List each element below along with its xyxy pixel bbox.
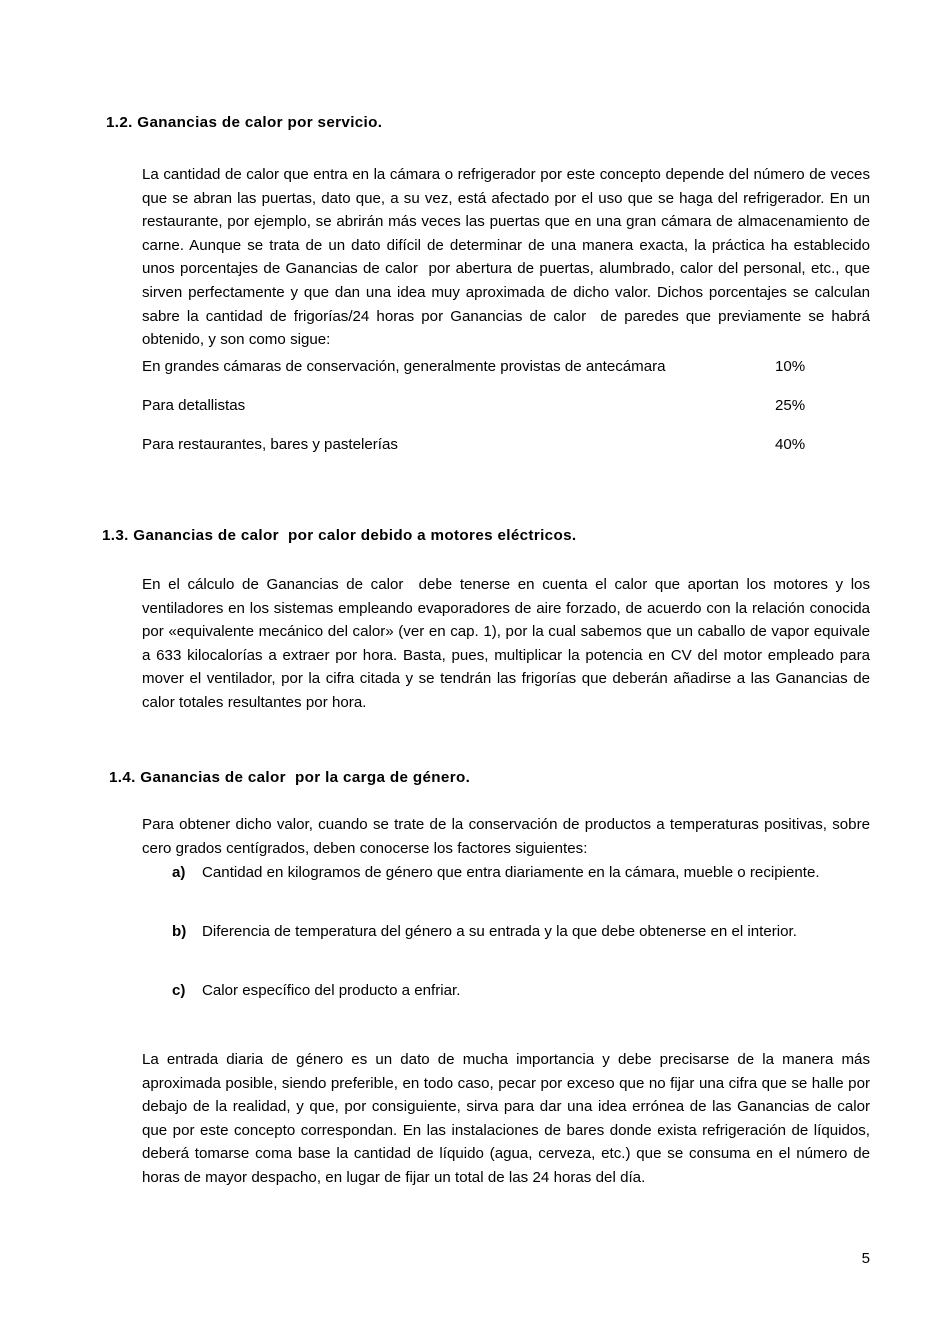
section-heading-1-2: 1.2. Ganancias de calor por servicio. [106,113,383,131]
percentage-value: 25% [775,397,806,414]
list-item-text: Diferencia de temperatura del género a su entrada y la que debe obtenerse en el interior. [202,923,797,940]
percentage-row [142,355,870,379]
section-intro-paragraph-1-4: Para obtener dicho valor, cuando se trate de la conservación de productos a temperaturas positivas, sobre cero grados centígrados, deben conocerse los factores siguientes: [142,816,875,857]
percentage-label: En grandes cámaras de conservación, generalmente provistas de antecámara [142,358,666,375]
list-marker: c) [172,982,186,999]
list-item [172,979,870,1003]
section-closing-paragraph-1-4: La entrada diaria de género es un dato de mucha importancia y debe precisarse de la manera más aproximada posible, siendo preferible, en todo caso, pecar por exceso que no fijar una cifra que se halle por debajo de la realidad, y que, por consiguiente, sirva para dar una idea errónea de las Ganancias de calor que por este concepto correspondan. En las instalaciones de bares donde exista refrigeración de líquidos, deberá tomarse coma base la cantidad de líquido (agua, cerveza, etc.) que se consuma en el número de horas de mayor despacho, en lugar de fijar un total de las 24 horas del día. [142,1051,879,1187]
percentage-label: Para restaurantes, bares y pastelerías [142,436,398,453]
percentage-label: Para detallistas [142,397,246,414]
list-item [172,920,870,944]
percentage-row [142,394,870,418]
page-number: 5 [861,1250,870,1267]
percentage-value: 40% [775,436,806,453]
list-item-text: Calor específico del producto a enfriar. [202,982,461,999]
section-paragraph-1-2: La cantidad de calor que entra en la cámara o refrigerador por este concepto depende del número de veces que se abran las puertas, dato que, a su vez, está afectado por el uso que se haga del refrigerador. En un restaurante, por ejemplo, se abrirán más veces las puertas que en una gran cámara de almacenamiento de carne. Aunque se trata de un dato difícil de determinar de una manera exacta, la práctica ha establecido unos porcentajes de Ganancias de calor por abertura de puertas, alumbrado, calor del personal, etc., que sirven perfectamente y que dan una idea muy aproximada de dicho valor. Dichos porcentajes se calculan sabre la cantidad de frigorías/24 horas por Ganancias de calor de paredes que previamente se habrá obtenido, y son como sigue: [142,166,875,349]
percentage-row [142,433,870,457]
list-item [172,861,870,885]
list-marker: a) [172,864,186,881]
list-marker: b) [172,923,187,940]
section-paragraph-1-3: En el cálculo de Ganancias de calor debe tenerse en cuenta el calor que aportan los motores y los ventiladores en los sistemas empleando evaporadores de aire forzado, de acuerdo con la relación conocida por «equivalente mecánico del calor» (ver en cap. 1), por la cual sabemos que un caballo de vapor equivale a 633 kilocalorías a extraer por hora. Basta, pues, multiplicar la potencia en CV del motor empleado para mover el ventilador, por la cifra citada y se tendrán las frigorías que deberán añadirse a las Ganancias de calor totales resultantes por hora. [142,576,875,712]
section-heading-1-3: 1.3. Ganancias de calor por calor debido a motores eléctricos. [102,526,577,544]
section-heading-1-4: 1.4. Ganancias de calor por la carga de género. [109,768,471,786]
percentage-value: 10% [775,358,806,375]
list-item-text: Cantidad en kilogramos de género que entra diariamente en la cámara, mueble o recipiente. [202,864,820,881]
